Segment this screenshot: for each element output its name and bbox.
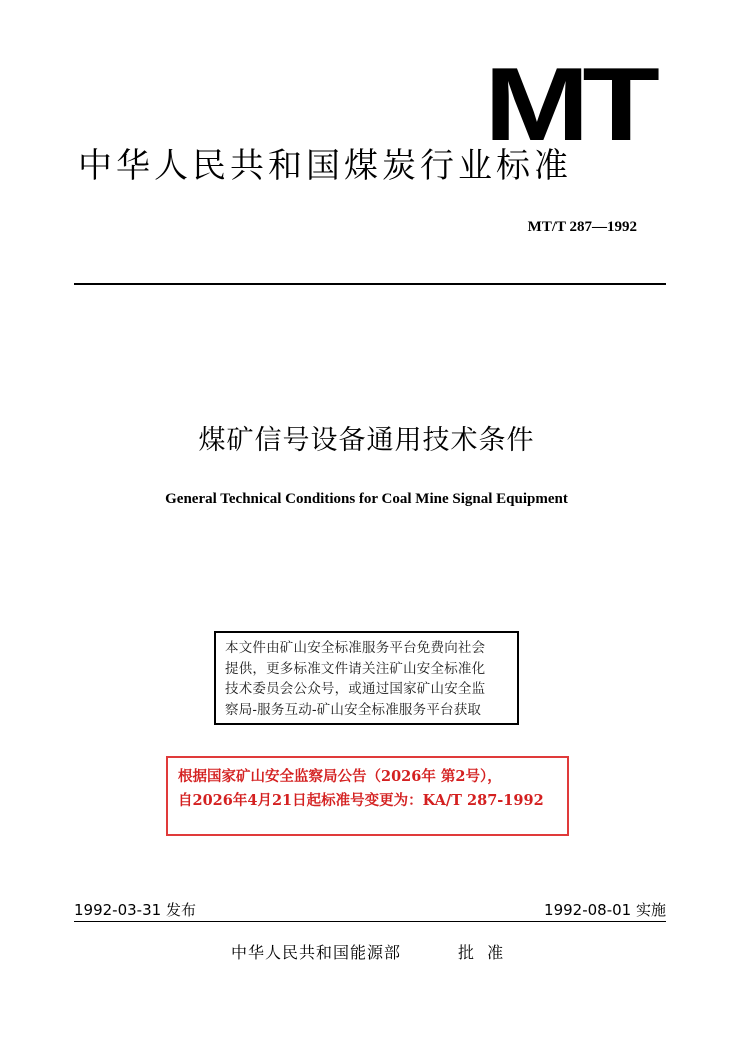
change-line: 自2026年4月21日起标准号变更为：KA/T 287-1992 (178, 792, 544, 809)
mt-logo: MT (484, 47, 653, 163)
bottom-divider (74, 921, 666, 922)
standard-number-change-box (166, 756, 569, 836)
standard-title: 中华人民共和国煤炭行业标准 (78, 146, 572, 186)
notice-line: 察局-服务互动-矿山安全标准服务平台获取 (225, 701, 482, 718)
document-title: 煤矿信号设备通用技术条件 (198, 425, 535, 456)
notice-line: 本文件由矿山安全标准服务平台免费向社会 (225, 640, 486, 656)
approve-label: 批 准 (458, 943, 504, 962)
top-divider (74, 283, 666, 285)
standard-code: MT/T 287—1992 (527, 219, 637, 235)
document-subtitle-english: General Technical Conditions for Coal Mine Signal Equipment (165, 491, 568, 507)
publish-date: 1992-03-31 发布 (74, 901, 196, 919)
change-line: 根据国家矿山安全监察局公告（2026年 第2号）， (178, 768, 502, 785)
notice-line: 提供，更多标准文件请关注矿山安全标准化 (225, 660, 486, 677)
approving-authority: 中华人民共和国能源部 (231, 943, 402, 962)
platform-notice-box (214, 631, 519, 725)
implement-date: 1992-08-01 实施 (544, 901, 666, 919)
notice-line: 技术委员会公众号，或通过国家矿山安全监 (225, 681, 486, 697)
